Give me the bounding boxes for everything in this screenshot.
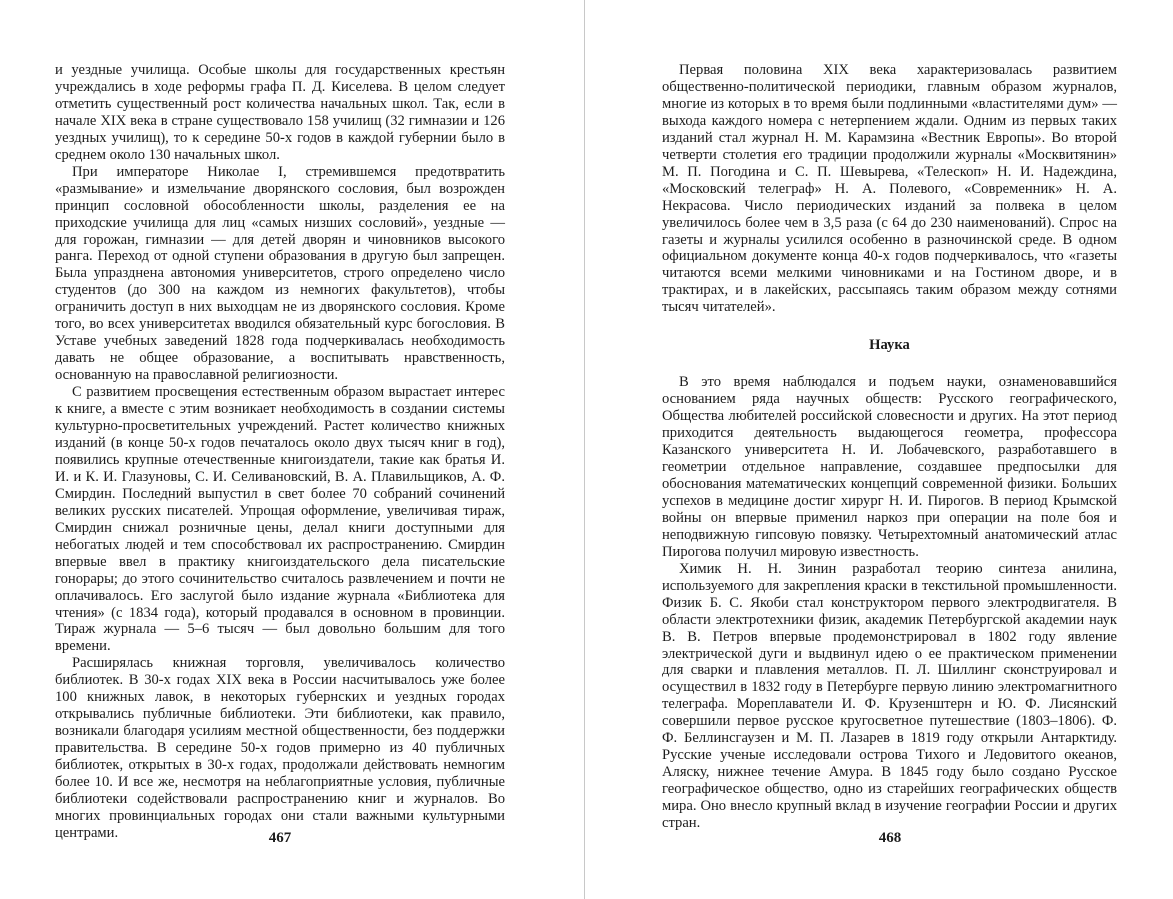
right-page-number: 468: [878, 830, 902, 846]
section-heading: Наука: [869, 337, 910, 354]
left-page-number: 467: [268, 830, 292, 846]
left-paragraph-1: и уездные училища. Особые школы для государственных крестьян учреждались в ходе реформы графа П. Д. Киселева. В целом следует отметить существенный рост количества начальных школ. Так, если в начале XIX века в стране существовало 158 училищ (32 гимназии и 126 уездных училищ), то к середине 50-х годов в каждой губернии было в среднем около 130 начальных школ.: [55, 62, 505, 163]
left-page: [55, 62, 505, 842]
right-paragraph-2: Химик Н. Н. Зинин разработал теорию синтеза анилина, используемого для закрепления краски в текстильной промышленности. Физик Б. С. Якоби стал конструктором первого электродвигателя. В области электротехники физик, академик Петербургской академии наук В. В. Петров впервые продемонстрировал в 1802 году явление электрической дуги и выдвинул идею о ее практическом применении для сварки и плавления металлов. П. Л. Шиллинг сконструировал и осуществил в 1832 году в Петербурге первую линию электромагнитного телеграфа. Мореплаватели И. Ф. Крузенштерн и Ю. Ф. Лисянский совершили первое русское кругосветное путешествие (1803–1806). Ф. Ф. Беллинсгаузен и М. П. Лазарев в 1819 году открыли Антарктиду. Русские ученые исследовали острова Тихого и Ледовитого океанов, Аляску, нижнее течение Амура. В 1845 году было создано Русское географическое общество, одно из старейших географических обществ мира. Оно внесло крупный вклад в изучение географии России и других стран.: [662, 560, 1117, 832]
right-paragraph-1: В это время наблюдался и подъем науки, ознаменовавшийся основанием ряда научных обществ: Русского географического, Общества любителей российской словесности и других. На этот период приходится деятельность выдающегося геометра, профессора Казанского университета Н. И. Лобачевского, разработавшего в геометрии отдельное направление, создавшее предпосылки для обоснования математических концепций современной физики. Больших успехов в медицине достиг хирург Н. И. Пирогов. В период Крымской войны он впервые применил наркоз при операции на поле боя и неподвижную гипсовую повязку. Четырехтомный анатомический атлас Пирогова получил мировую известность.: [662, 374, 1117, 560]
book-gutter: [584, 0, 585, 899]
right-intro-paragraph: Первая половина XIX века характеризовалась развитием общественно-политической периодики, главным образом журналов, многие из которых в то время были подлинными «властителями дум» — выхода каждого номера с нетерпением ждали. Одним из первых таких изданий стал журнал Н. М. Карамзина «Вестник Европы». Во второй четверти столетия его традиции продолжили журналы «Москвитянин» М. П. Погодина и С. П. Шевырева, «Телескоп» Н. И. Надеждина, «Московский телеграф» Н. А. Полевого, «Современник» Н. А. Некрасова. Число периодических изданий за полвека в целом увеличилось более чем в 3,5 раза (с 64 до 230 наименований). Спрос на газеты и журналы усилился особенно в разночинской среде. В одном официальном документе конца 40-х годов подчеркивалось, что «газеты читаются всеми мелкими чиновниками и на Гостином дворе, и в трактирах, и в лакейских, рассыпаясь таким образом между сотнями тысяч читателей».: [662, 62, 1117, 316]
left-paragraph-3: С развитием просвещения естественным образом вырастает интерес к книге, а вместе с этим возникает необходимость в создании системы культурно-просветительных учреждений. Растет количество книжных изданий (в конце 50-х годов печаталось около двух тысяч книг в год), появились крупные отечественные книгоиздатели, такие как братья И. И. и К. И. Глазуновы, С. И. Селивановский, В. А. Плавильщиков, А. Ф. Смирдин. Последний выпустил в свет более 70 собраний сочинений великих русских писателей. Упрощая оформление, увеличивая тираж, Смирдин снижал розничные цены, делал книги доступными для небогатых людей и тем способствовал их распространению. Смирдин впервые ввел в практику книгоиздательского дела писательские гонорары; до этого сочинительство считалось развлечением и почти не оплачивалось. Его заслугой было издание журнала «Библиотека для чтения» (с 1834 года), который продавался в основном в провинции. Тираж журнала — 5–6 тысяч — был довольно большим для того времени.: [55, 384, 505, 655]
right-page: [662, 62, 1117, 832]
left-paragraph-4: Расширялась книжная торговля, увеличивалось количество библиотек. В 30-х годах XIX века в России насчитывалось уже более 100 книжных лавок, в некоторых губернских и уездных городах открывались публичные библиотеки. Эти библиотеки, как правило, возникали благодаря усилиям местной общественности, без поддержки правительства. В середине 50-х годов примерно из 40 публичных библиотек, открытых в 30-х годах, продолжали действовать немногим более 10. И все же, несмотря на неблагоприятные условия, публичные библиотеки содействовали распространению книг и журналов. Во многих провинциальных городах они стали важными культурными центрами.: [55, 655, 505, 841]
left-paragraph-2: При императоре Николае I, стремившемся предотвратить «размывание» и измельчание дворянского сословия, был возрожден принцип сословной обособленности школы, разделения ее на приходские училища для лиц «самых низших сословий», уездные — для горожан, гимназии — для детей дворян и чиновников высокого ранга. Переход от одной ступени образования в другую был запрещен. Была упразднена автономия университетов, строго определено число студентов (до 300 на каждом из немногих факультетов), чтобы ограничить доступ в них выходцам не из дворянского сословия. Кроме того, во всех университетах вводился обязательный курс богословия. В Уставе учебных заведений 1828 года подчеркивалась необходимость давать не общее образование, а воспитывать нравственность, основанную на православной религиозности.: [55, 163, 505, 384]
